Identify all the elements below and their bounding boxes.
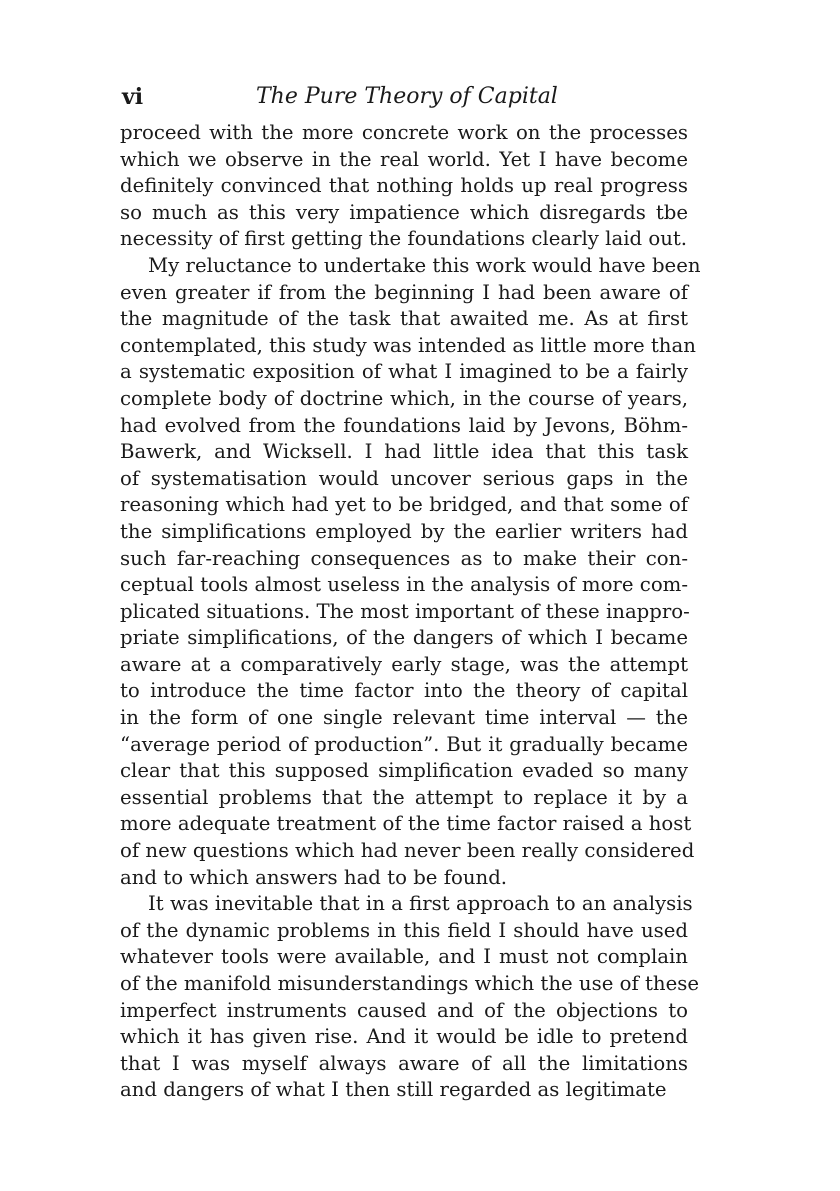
running-title: The Pure Theory of Capital	[256, 84, 558, 109]
text-line: whatever tools were available, and I must not complain	[120, 945, 688, 969]
text-line: a systematic exposition of what I imagined to be a fairly	[120, 360, 688, 384]
text-line: clear that this supposed simplification evaded so many	[120, 759, 688, 783]
text-line: plicated situations. The most important of these inappro-	[120, 599, 690, 623]
text-line: in the form of one single relevant time interval — the	[120, 706, 688, 730]
text-line: and to which answers had to be found.	[120, 865, 508, 889]
text-line: priate simplifications, of the dangers of which I became	[120, 626, 688, 650]
text-line: reasoning which had yet to be bridged, and that some of	[120, 493, 688, 517]
body-text	[120, 120, 701, 1104]
text-line: “average period of production”. But it gradually became	[120, 732, 688, 756]
text-line: had evolved from the foundations laid by Jevons, Böhm-	[120, 413, 688, 437]
text-line: necessity of first getting the foundations clearly laid out.	[120, 227, 688, 251]
text-line: of the dynamic problems in this field I should have used	[120, 918, 688, 942]
paragraph	[120, 891, 700, 1104]
text-line: imperfect instruments caused and of the objections to	[120, 998, 688, 1022]
text-line: It was inevitable that in a first approach to an analysis	[148, 892, 693, 916]
text-line: ceptual tools almost useless in the analysis of more com-	[120, 573, 688, 597]
text-line: aware at a comparatively early stage, was the attempt	[120, 652, 688, 676]
text-line: definitely convinced that nothing holds up real progress	[120, 174, 688, 198]
text-line: the magnitude of the task that awaited me. As at first	[120, 307, 688, 331]
text-line: so much as this very impatience which disregards tbe	[120, 200, 688, 224]
text-line: and dangers of what I then still regarded as legitimate	[120, 1078, 667, 1102]
text-line: which it has given rise. And it would be idle to pretend	[120, 1025, 688, 1049]
text-line: the simplifications employed by the earlier writers had	[120, 519, 688, 543]
text-line: more adequate treatment of the time factor raised a host	[120, 812, 692, 836]
text-line: that I was myself always aware of all the limitations	[120, 1051, 688, 1075]
text-line: of systematisation would uncover serious gaps in the	[120, 466, 688, 490]
text-line: even greater if from the beginning I had been aware of	[120, 280, 688, 304]
text-line: such far-reaching consequences as to make their con-	[120, 546, 688, 570]
page-content	[120, 80, 701, 1104]
text-line: Bawerk, and Wicksell. I had little idea that this task	[120, 440, 688, 464]
paragraph	[120, 253, 701, 891]
text-line: proceed with the more concrete work on the processes	[120, 121, 688, 144]
text-line: of the manifold misunderstandings which the use of these	[120, 972, 700, 995]
text-line: My reluctance to undertake this work would have been	[148, 253, 701, 277]
text-line: complete body of doctrine which, in the course of years,	[120, 386, 688, 410]
text-line: essential problems that the attempt to replace it by a	[120, 785, 688, 809]
text-line: contemplated, this study was intended as little more than	[120, 333, 696, 357]
text-line: to introduce the time factor into the theory of capital	[120, 679, 688, 703]
text-line: which we observe in the real world. Yet I have become	[120, 147, 688, 171]
running-header	[120, 80, 688, 114]
page-number: vi	[122, 84, 144, 110]
paragraph	[120, 120, 688, 253]
text-line: of new questions which had never been really considered	[120, 839, 695, 863]
